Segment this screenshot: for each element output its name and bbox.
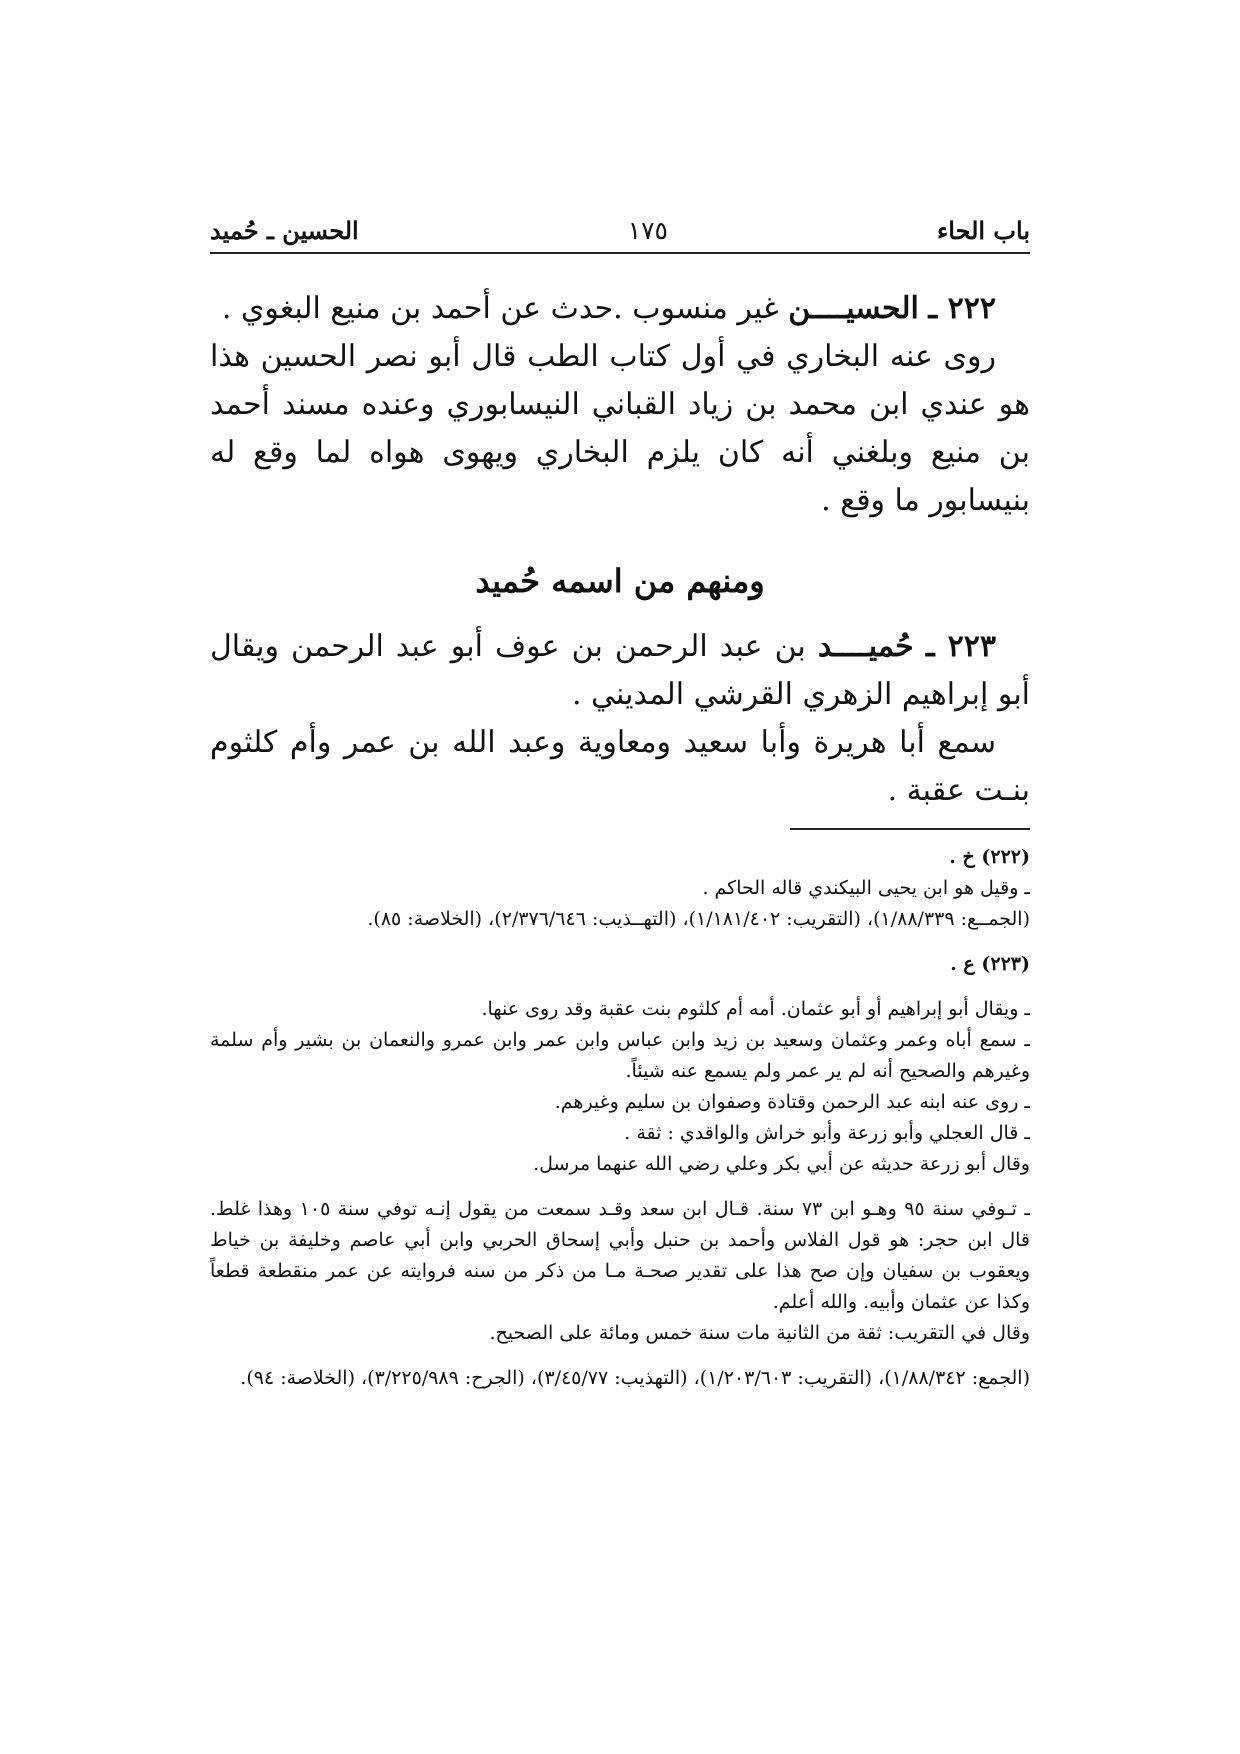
main-text <box>210 285 1030 815</box>
footnote-citations: (الجمــع: ١/٨٨/٣٣٩)، (التقريب: ١/١٨١/٤٠٢)، (التهــذيب: ٢/٣٧٦/٦٤٦)، (الخلاصة: ٨٥). <box>367 908 1030 930</box>
footnote-line: ـ روى عنه ابنه عبد الرحمن وقتادة وصفوان بن سليم وغيرهم. <box>554 1091 1030 1113</box>
chapter-title: باب الحاء <box>936 215 1030 245</box>
entry-name: حُميــــد <box>817 629 914 664</box>
footnote-line: ـ قال العجلي وأبو زرعة وأبو خراش والواقدي : ثقة . <box>624 1122 1030 1144</box>
footnote-paragraph: ـ تـوفي سنة ٩٥ وهـو ابن ٧٣ سنة. قـال ابن سعد وقـد سمعت من يقول إنـه توفي سنة ١٠٥ وهذا غلط. قال ابن حجر: هو قول الفلاس وأحمد بن حنبل وأبي إسحاق الحربي وابن أبي عاصم وخليفة بن خياط ويعقوب بن سفيان وإن صح هذا على تقدير صحـة مـا من ذكر من سنه فروايته عن عمر منقطعة قطعاً وكذا عن عثمان وأبيه. والله أعلم. <box>210 1198 1030 1313</box>
footnote-line: ـ ويقال أبو إبراهيم أو أبو عثمان. أمه أم كلثوم بنت عقبة وقد روى عنها. <box>481 998 1030 1020</box>
entry-heading-text: غير منسوب .حدث عن أحمد بن منيع البغوي . <box>221 291 779 326</box>
entry-223-heading <box>210 623 1030 719</box>
running-header <box>210 208 1030 252</box>
entry-number: ٢٢٢ ـ <box>928 291 996 326</box>
entry-222-body: روى عنه البخاري في أول كتاب الطب قال أبو نصر الحسين هذا هو عندي ابن محمد بن زياد القباني النيسابوري وعنده مسند أحمد بن منيع وبلغني أنه كان يلزم البخاري ويهوى هواه لما وقع له بنيسابور ما وقع . <box>210 339 1030 518</box>
footnote-paragraph: وقال في التقريب: ثقة من الثانية مات سنة خمس ومائة على الصحيح. <box>489 1322 1030 1344</box>
footnote-line: ـ سمع أباه وعمر وعثمان وسعيد بن زيد وابن عباس وابن عمر وابن عمرو والنعمان بن بشير وأم سلمة وغيرهم والصحيح أنه لم ير عمر ولم يسمع عنه شيئاً. <box>210 1029 1030 1082</box>
entry-name: الحسيــــن <box>788 291 919 326</box>
entry-223-body: سمع أبا هريرة وأبا سعيد ومعاوية وعبد الله بن عمر وأم كلثوم بنـت عقبة . <box>210 725 1030 808</box>
footnotes <box>210 842 1030 1394</box>
entry-heading-text: بن عبد الرحمن بن عوف أبو عبد الرحمن ويقال أبو إبراهيم الزهري القرشي المديني . <box>210 629 1030 712</box>
entry-number: ٢٢٣ ـ <box>925 629 996 664</box>
footnote-222-label: (٢٢٢) خ . <box>949 846 1030 868</box>
header-rule <box>210 252 1030 254</box>
section-title: الحسين ـ حُميد <box>210 215 359 245</box>
entry-222-heading <box>210 285 1030 333</box>
footnote-223-label: (٢٢٣) ع . <box>950 953 1030 975</box>
footnote-citations: (الجمع: ١/٨٨/٣٤٢)، (التقريب: ١/٢٠٣/٦٠٣)، (التهذيب: ٣/٤٥/٧٧)، (الجرح: ٣/٢٢٥/٩٨٩)، (الخلاصة: ٩٤). <box>240 1367 1030 1389</box>
footnote-line: ـ وقيل هو ابن يحيى البيكندي قاله الحاكم . <box>702 877 1030 899</box>
footnote-line: وقال أبو زرعة حديثه عن أبي بكر وعلي رضي الله عنهما مرسل. <box>533 1153 1030 1175</box>
page-number: ١٧٥ <box>627 215 668 245</box>
section-heading: ومنهم من اسمه حُميد <box>475 562 765 600</box>
footnote-rule <box>790 828 1030 830</box>
